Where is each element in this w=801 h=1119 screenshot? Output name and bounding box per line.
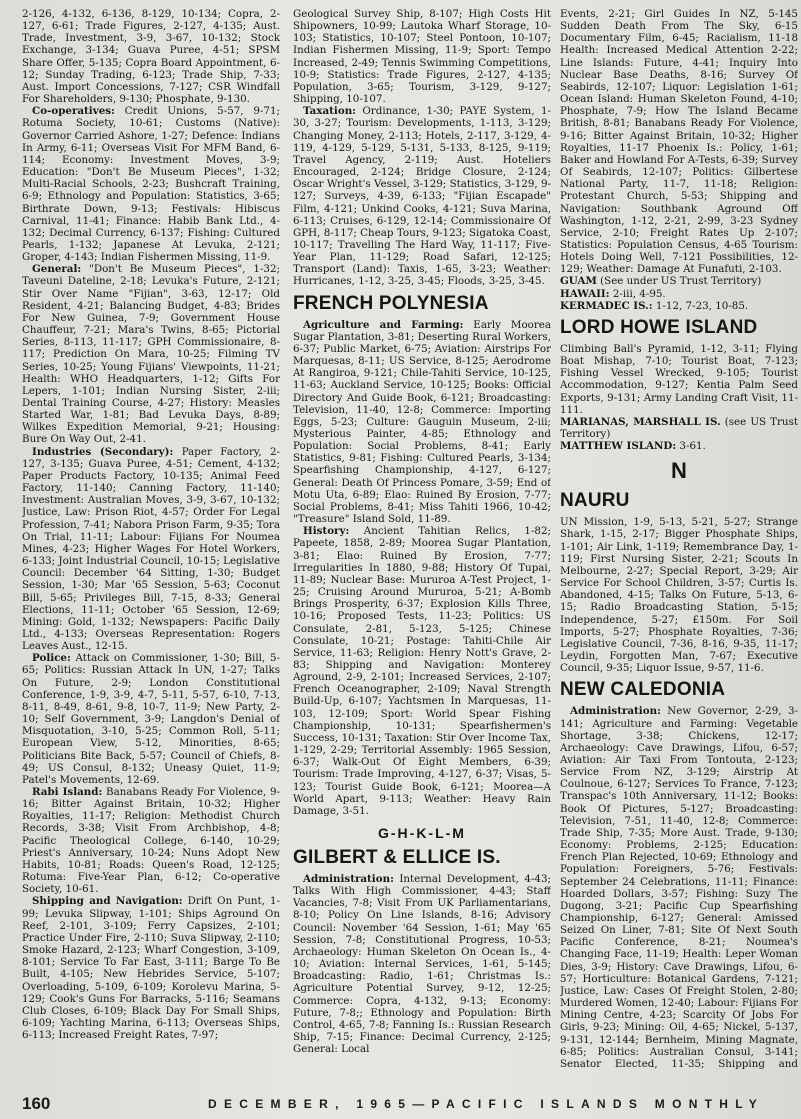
- section-heading: GILBERT & ELLICE IS.: [293, 847, 501, 868]
- entry-text: Banabans Ready For Violence, 9-16; Bitter Against Britain, 10-32; Higher Royalties, 11-17; Religion: Methodist Church Records, 3-38; Visit From Archbishop, 4-8; Pacific Theological College, 6-140, 10-29; Priest's Anniversary, 10-24; Nuns Adopt New Habits, 10-81; Roads: Queen's Road, 12-125; Rotuma: Five-Year Plan, 6-12; Co-operative Society, 10-61.: [22, 786, 280, 896]
- index-entry: [22, 8, 280, 105]
- index-entry: [293, 8, 551, 105]
- entry-text: Early Moorea Sugar Plantation, 3-81; Deserting Rural Workers, 6-37; Public Market, 6-75; Aviation: Airstrips For Marquesas, 8-11; US Service, 8-125; Aerodrome At Rangiroa, 9-121; Chile-Tahiti Service, 10-125, 11-63; Auckland Service, 10-125; Books: Official Directory And Guide Book, 6-121; Broadcasting: Television, 11-40, 12-8; Commerce: Importing Eggs, 5-23; Culture: Gauguin Museum, 2-iii; Mysterious Painter, 4-85; Ethnology and Population: Social Problems, 8-41; Early Statistics, 9-81; Fishing: Cultured Pearls, 3-134; Spearfishing Championship, 4-127, 6-127; General: Death Of Princess Pomare, 3-59; End of Motu Uta, 6-89; Elao: Ruined By Erosion, 7-77; Social Problems, 8-41; Miss Tahiti 1966, 10-42; "Treasure" Island Sold, 11-89.: [293, 318, 551, 526]
- entry-text: (see US Trust Territory): [560, 415, 798, 440]
- entry-text: Attack on Commissioner, 1-30; Bill, 5-65; Politics: Russian Attack In UN, 1-27; Talks On Future, 2-9; London Constitutional Conference, 1-9, 3-9, 4-7, 5-11, 5-57, 6-10, 7-13, 8-11, 8-49, 8-61, 9-8, 10-7, 11-9; New Party, 2-10; Self Government, 3-9; Langdon's Denial of Misquotation, 3-10, 5-25; Common Roll, 5-11; European View, 5-12, Minorities, 8-65; Politicians Bite Back, 5-57; Council of Chiefs, 8-49; US Consul, 8-132; Uneasy Quiet, 11-9; Patel's Movements, 12-69.: [22, 652, 280, 786]
- index-column-1: [22, 8, 280, 1070]
- index-entry: [560, 300, 798, 312]
- index-entry: [293, 525, 551, 817]
- index-entry: [560, 416, 798, 440]
- section-heading: FRENCH POLYNESIA: [293, 292, 489, 314]
- entry-text: Climbing Ball's Pyramid, 1-12, 3-11; Flying Boat Mishap, 7-10; Tourist Boat, 7-123; Fishing Vessel Wrecked, 9-105; Tourist Accommodation, 9-127; Kentia Palm Seed Exports, 9-131; Army Landing Craft Visit, 11-111.: [560, 342, 798, 416]
- entry-text: New Governor, 2-29, 3-141; Agriculture and Farming: Vegetable Shortage, 3-38; Chickens, 12-17; Archaeology: Cave Drawings, Lifou, 6-57; Aviation: Air Taxi From Tontouta, 2-123; Service From NZ, 3-129; Airstrip At Coulnoue, 6-127; Services To France, 7-123; Transpac's 10th Anniversary, 11-12; Books: Book Of Pictures, 5-127; Broadcasting: Television, 7-51, 11-40, 12-8; Commerce: Trade Ship, 7-35; More Aust. Trade, 9-130; Economy: Problems, 2-125; Education: French Plan Rejected, 10-69; Ethnology and Population: Foreigners, 5-76; Festivals: September 24 Celebrations, 11-11; Finance: Hoarded Dollars, 3-57; Fishing: Suzy The Dugong, 3-21; Pacific Cup Spearfishing Championship, 6-127; General: Amissed Seized On Liner, 7-81; Site Of Next South Pacific Conference, 8-21; Noumea's Changing Face, 11-19; Health: Leper Woman Dies, 3-9; History: Cave Drawings, Lifou, 6-57; Horticulture: Botanical Gardens, 7-121; Justice, Law: Cases Of Freight Stolen, 2-80; Murdered Women, 12-40; Labour: Fijians For Mining Centre, 4-23; Scarcity Of Jobs For Girls, 9-23; Mining: Oil, 4-65; Nickel, 5-137, 9-131, 12-144; Bernheim, Mining Magnate, 6-85; Politics: Australian Consul, 3-141; Senator Elected, 11-35; Shipping and: [560, 705, 798, 1070]
- entry-text: Internal Development, 4-43; Talks With High Commissioner, 4-43; Staff Vacancies, 7-8; Visit From UK Parliamentarians, 8-10; Policy On Line Islands, 8-16; Advisory Council: November '64 Session, 1-61; May '65 Session, 7-8; Constitutional Progress, 10-53; Archaeology: Human Skeleton On Ocean Is., 4-10; Aviation: Internal Services, 1-61, 5-145; Broadcasting: Radio, 1-61; Christmas Is.: Agriculture Potential Survey, 9-12, 12-25; Commerce: Copra, 4-132, 9-13; Economy: Future, 7-8;; Ethnology and Population: Birth Control, 4-65, 7-8; Fanning Is.: Russian Research Ship, 7-15; Finance: Decimal Currency, 2-125; General: Local: [293, 873, 551, 1056]
- entry-heading: Police:: [32, 652, 71, 665]
- index-entry: [22, 105, 280, 263]
- entry-text: 2-126, 4-132, 6-136, 8-129, 10-134; Copra, 2-127, 6-61; Trade Figures, 2-127, 4-135; Aust. Trade, Investment, 3-9, 3-67, 10-132; Stock Exchange, 3-134; Guava Puree, 4-51; SPSM Share Offer, 5-135; Copra Board Appointment, 6-12; Sunday Trading, 6-123; Trade Ship, 7-33; Aust. Import Concessions, 7-127; CSR Windfall For Shareholders, 9-130; Phosphate, 9-130.: [22, 8, 280, 106]
- index-entry: [293, 319, 551, 526]
- entry-heading: Industries (Secondary):: [32, 445, 174, 458]
- entry-heading: History:: [303, 525, 350, 538]
- index-entry: [22, 263, 280, 445]
- section-heading: LORD HOWE ISLAND: [560, 316, 758, 338]
- section-heading: NAURU: [560, 490, 630, 512]
- entry-text: Drift On Punt, 1-99; Levuka Slipway, 1-101; Ships Aground On Reef, 2-101, 3-109; Ferry Capsizes, 2-101; Practice Under Fire, 2-110; Suva Slipway, 2-110; Smoke Hazard, 2-123; Wharf Congestion, 3-109, 8-101; Service To Far East, 3-111; Barge To Be Built, 4-105; New Hebrides Service, 5-107; Overloading, 5-109, 6-109; Korolevu Marina, 5-129; Cook's Guns For Barracks, 5-116; Seamans Club Closes, 6-109; Black Day For Small Ships, 6-109; Yachting Marina, 6-113; Overseas Ships, 6-113; Increased Freight Rates, 7-97;: [22, 895, 280, 1042]
- index-entry: [560, 705, 798, 1070]
- index-entry: [22, 895, 280, 1041]
- index-entry: [560, 343, 798, 416]
- page-footer: [0, 1094, 801, 1116]
- page-number: 160: [22, 1094, 51, 1113]
- entry-text: Ordinance, 1-30; PAYE System, 1-30, 3-27; Tourism: Developments, 1-113, 3-129; Changing Money, 2-113; Hotels, 2-117, 3-129, 4-119, 4-129, 5-129, 5-131, 5-133, 8-125, 9-119; Travel Agency, 2-119; Aust. Hoteliers Encouraged, 2-124; Bridge Closure, 2-124; Oscar Wright's Vessel, 3-129; Statistics, 3-129, 9-127; Surveys, 4-39, 6-133; "Fijian Escapade" Film, 4-121; Unkind Cooks, 4-121; Suva Marina, 6-113; Cruises, 6-129, 12-14; Commissionaire Of GPH, 8-117; Cheap Tours, 9-123; Sigatoka Coast, 10-117; Travelling The Hard Way, 11-117; Five-Year Plan, 11-129; Road Safari, 12-125; Transport (Land): Taxis, 1-65, 3-23; Weather: Hurricanes, 1-12, 3-25, 3-45; Floods, 3-25, 3-45.: [293, 105, 551, 288]
- entry-heading: Co-operatives:: [32, 105, 115, 118]
- alphabet-range-heading: G-H-K-L-M: [378, 825, 466, 841]
- entry-heading: KERMADEC IS.:: [560, 299, 653, 312]
- entry-text: UN Mission, 1-9, 5-13, 5-21, 5-27; Strange Shark, 1-15, 2-17; Bigger Phosphate Ships, 1-101; Air Link, 1-119; Remembrance Day, 1-119; First Nursing Sister, 2-21; Scouts In Melbourne, 2-27; Special Report, 3-29; Air Service For School Children, 3-57; Curtis Is. Abandoned, 4-15; Talks On Future, 5-13, 6-15; Radio Broadcasting Station, 5-15; Independence, 5-27; £150m. For Soil Imports, 5-27; Phosphate Royalties, 7-36; Legislative Council, 7-36, 8-16, 9-35, 11-17; Leydin, Forgotten Man, 7-67; Executive Council, 9-35; Liquor Issue, 9-57, 11-6.: [560, 516, 798, 675]
- alphabet-letter-heading: N: [671, 458, 687, 484]
- entry-text: 3-61.: [679, 440, 706, 453]
- index-entry: [560, 440, 798, 452]
- entry-heading: MARIANAS, MARSHALL IS.: [560, 415, 721, 428]
- entry-heading: HAWAII:: [560, 287, 610, 300]
- index-entry: [22, 786, 280, 895]
- index-entry: [22, 652, 280, 786]
- index-entry: [293, 105, 551, 287]
- entry-heading: Rabi Island:: [32, 786, 103, 798]
- index-entry: [560, 288, 798, 300]
- entry-text: Geological Survey Ship, 8-107; High Costs Hit Shipowners, 10-99; Lautoka Wharf Storage, 10-103; Statistics, 10-107; Steel Pontoon, 10-107; Indian Fishermen Missing, 11-9; Sport: Tempo Increased, 2-49; Tennis Swimming Competitions, 10-9; Statistics: Trade Figures, 2-127, 4-135; Population, 3-65; Tourism, 3-129, 9-127; Shipping, 10-107.: [293, 8, 551, 106]
- index-entry: [560, 275, 798, 287]
- entry-heading: Taxation:: [303, 105, 356, 118]
- running-title: DECEMBER, 1965—PACIFIC ISLANDS MONTHLY: [208, 1097, 765, 1111]
- entry-text: 2-iii, 4-95.: [612, 287, 666, 300]
- entry-heading: Administration:: [303, 873, 394, 885]
- entry-heading: MATTHEW ISLAND:: [560, 440, 677, 453]
- entry-heading: Administration:: [570, 705, 661, 718]
- index-entry: [22, 446, 280, 653]
- index-entry: [560, 516, 798, 674]
- entry-heading: Shipping and Navigation:: [32, 895, 183, 908]
- entry-heading: GUAM: [560, 275, 597, 288]
- entry-text: Ancient Tahitian Relics, 1-82; Papeete, 1858, 2-89; Moorea Sugar Plantation, 3-81; Elao: Ruined By Erosion, 7-77; Irregularities In 1880, 9-88; History Of Tupai, 11-89; Nuclear Base: Mururoa A-Test Project, 1-25; Cruising Around Mururoa, 5-21; A-Bomb Brings Prosperity, 6-37; Explosion Kills Three, 10-16; Proposed Tests, 11-23; Politics: US Consulate, 2-81, 5-123, 5-125; Chinese Consulate, 10-21; Postage: Tahiti-Chile Air Service, 11-63; Religion: Henry Nott's Grave, 2-83; Shipping and Navigation: Monterey Aground, 2-9, 2-101; Increased Services, 2-107; French Oceanographer, 2-109; Naval Strength Build-Up, 6-107; Yachtsmen In Marquesas, 11-103, 12-109; Sport: World Spear Fishing Championship, 10-131; Spearfishermen's Success, 10-131; Taxation: Stir Over Income Tax, 1-129, 2-29; Territorial Assembly: 1965 Session, 6-37; Walk-Out Of Eight Members, 6-39; Tourism: Trade Improving, 4-127, 6-37; Visas, 5-123; Tourist Guide Book, 6-121; Moorea—A World Apart, 9-113; Weather: Heavy Rain Damage, 3-51.: [293, 525, 551, 817]
- entry-text: "Don't Be Museum Pieces", 1-32; Taveuni Dateline, 2-18; Levuka's Future, 2-121; Stir Over Name "Fijian", 3-63, 12-17; Old Resident, 4-21; Balancing Budget, 4-83; Brides For New Guinea, 7-9; Government House Chauffeur, 7-21; Mara's Twins, 8-65; Pictorial Series, 8-113, 11-117; GPH Commissionaire, 8-117; Prediction On Mara, 10-25; Filming TV Series, 10-25; Young Fijians' Viewpoints, 11-21; Health: WHO Headquarters, 1-12; Gifts For Lepers, 1-101; Indian Nursing Sister, 2-iii; Dental Training Course, 4-27; History: Measles Started War, 1-81; Bad Levuka Days, 8-89; Wilkes Expedition Memorial, 9-21; Housing: Bure On Way Out, 2-41.: [22, 263, 280, 446]
- index-column-2: [293, 8, 551, 1070]
- index-entry: [293, 873, 551, 1055]
- index-column-3: [560, 8, 798, 1070]
- entry-heading: General:: [32, 263, 82, 276]
- section-heading: NEW CALEDONIA: [560, 679, 726, 701]
- index-entry: [560, 8, 798, 275]
- entry-text: Events, 2-21; Girl Guides In NZ, 5-145 Sudden Death From The Sky, 6-15 Documentary Film, 6-45; Racialism, 11-18 Health: Increased Medical Attention 2-22; Line Islands: Future, 4-41; Inquiry Into Nuclear Base Deaths, 8-16; Survey Of Seabirds, 12-107; Liquor: Legislation 1-61; Ocean Island: Human Skeleton Found, 4-10; Phosphate, 7-9; How The Island Became British, 8-81; Banabans Ready For Violence, 9-16; Bitter Against Britain, 10-32; Higher Royalties, 11-17 Phoenix Is.: Policy, 1-61; Baker and Howland For A-Tests, 6-39; Survey Of Seabirds, 12-107; Politics: Gilbertese National Party, 11-7, 11-18; Religion: Protestant Church, 5-53; Shipping and Navigation: Southbank Aground Off Washington, 1-12, 2-21, 2-99, 3-23 Sydney Service, 2-10; Freight Rates Up 2-107; Statistics: Population Census, 4-65 Tourism: Hotels Doing Well, 7-121 Possibilities, 12-129; Weather: Damage At Funafuti, 2-103.: [560, 8, 798, 276]
- entry-heading: Agriculture and Farming:: [303, 318, 464, 331]
- entry-text: (See under US Trust Territory): [600, 275, 762, 288]
- entry-text: Credit Unions, 5-57, 9-71; Rotuma Society, 10-61; Customs (Native): Governor Carried Ashore, 1-27; Defence: Indians In Army, 6-11; Overseas Visit For MFM Band, 6-114; Economy: Investment Moves, 3-9; Education: "Don't Be Museum Pieces", 1-32; Multi-Racial Schools, 2-23; Bushcraft Training, 6-9; Ethnology and Population: Statistics, 3-65; Birthrate Down, 9-13; Festivals: Hibiscus Carnival, 11-41; Finance: Habib Bank Ltd., 4-132; Decimal Currency, 6-137; Fishing: Cultured Pearls, 1-132; Japanese At Levuka, 2-121; Groper, 4-143; Indian Fishermen Missing, 11-9.: [22, 105, 280, 264]
- entry-text: 1-12, 7-23, 10-85.: [655, 299, 749, 312]
- entry-text: Paper Factory, 2-127, 3-135; Guava Puree, 4-51; Cement, 4-132; Paper Products Factory, 10-135; Animal Feed Factory, 11-140; Canning Factory, 11-140; Investment: Australian Moves, 3-9, 3-67, 10-132; Justice, Law: Prison Riot, 4-57; Order For Legal Profession, 7-41; Nabora Prison Farm, 9-35; Tora On Trial, 11-11; Labour: Fijians For Noumea Mines, 4-23; Higher Wages For Hotel Workers, 6-133; Joint Industrial Council, 10-15; Legislative Council: December '64 Sitting, 1-30; Budget Session, 1-30; Mar '65 Session, 5-63; Coconut Bill, 5-65; Privileges Bill, 7-15, 8-33; General Elections, 11-11; October '65 Session, 12-69; Mining: Gold, 1-132; Newspapers: Pacific Daily Ltd., 4-133; Overseas Representation: Rogers Leaves Aust., 12-15.: [22, 445, 280, 653]
